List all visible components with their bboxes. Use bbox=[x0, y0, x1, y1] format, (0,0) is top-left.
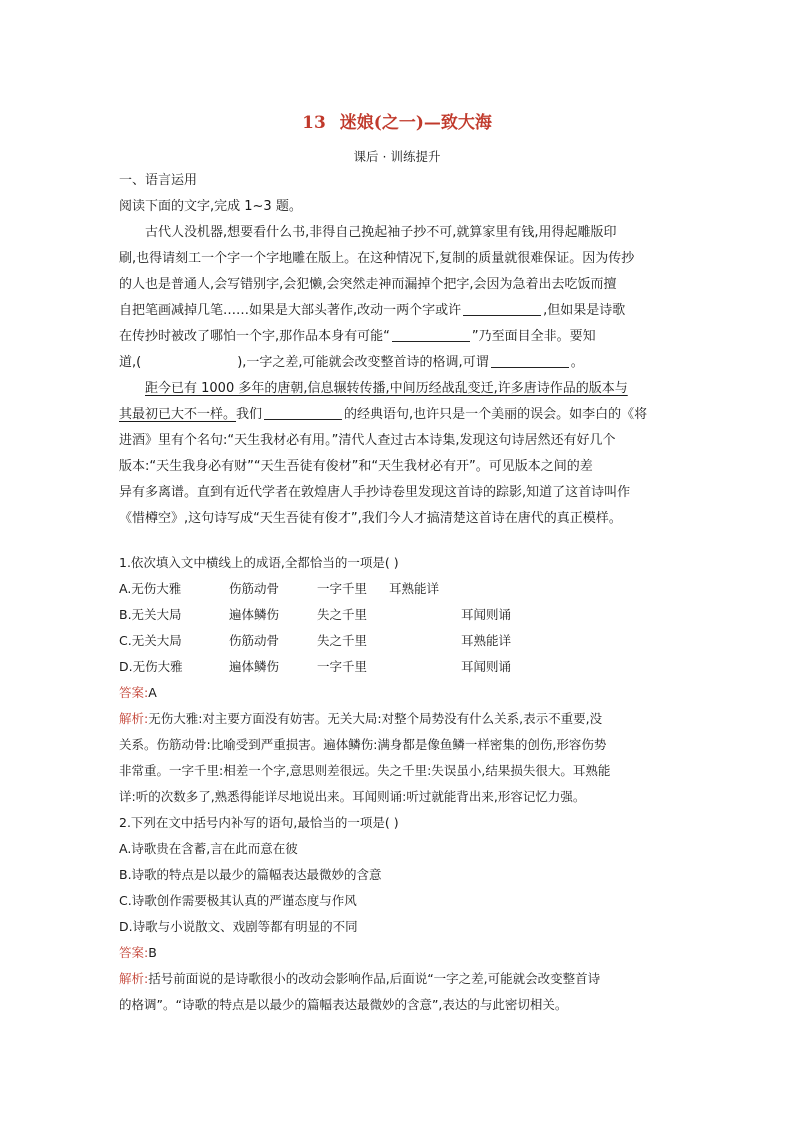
analysis-line: 详:听的次数多了,熟悉得能详尽地说出来。耳闻则诵:听过就能背出来,形容记忆力强。 bbox=[119, 789, 586, 804]
lesson-number: 13 bbox=[302, 113, 326, 133]
fill-blank bbox=[264, 405, 342, 420]
passage-text: ),一字之差,可能就会改变整首诗的格调,可谓 bbox=[237, 355, 489, 370]
option-text: 伤筋动骨 bbox=[229, 633, 280, 648]
analysis-line bbox=[119, 706, 679, 732]
option-d: D.诗歌与小说散文、戏剧等都有明显的不同 bbox=[119, 919, 358, 934]
answer-value: A bbox=[148, 685, 157, 700]
option-text: D.无伤大雅 bbox=[119, 659, 183, 674]
underlined-sentence: 距今已有 1000 多年的唐朝,信息辗转传播,中间历经战乱变迁,许多唐诗作品的版本与 bbox=[145, 381, 628, 396]
analysis-line: 的格调”。“诗歌的特点是以最少的篇幅表达最微妙的含意”,表达的与此密切相关。 bbox=[119, 997, 568, 1012]
option-text: 失之千里 bbox=[317, 607, 368, 622]
question-1 bbox=[119, 550, 679, 810]
instruction: 阅读下面的文字,完成 1~3 题。 bbox=[119, 199, 302, 214]
passage-line bbox=[119, 324, 679, 350]
option-c bbox=[119, 628, 679, 654]
option-text: B.无关大局 bbox=[119, 607, 182, 622]
option-text: C.无关大局 bbox=[119, 633, 182, 648]
question-stem: 1.依次填入文中横线上的成语,全都恰当的一项是( ) bbox=[119, 555, 399, 570]
option-text: 遍体鳞伤 bbox=[229, 659, 280, 674]
passage-line bbox=[119, 376, 679, 402]
option-a: A.诗歌贵在含蓄,言在此而意在彼 bbox=[119, 841, 298, 856]
passage-text: 自把笔画减掉几笔……如果是大部头著作,改动一两个字或许 bbox=[119, 303, 462, 318]
passage-line: 古代人没机器,想要看什么书,非得自己挽起袖子抄不可,就算家里有钱,用得起雕版印 bbox=[145, 225, 617, 240]
passage-line: 异有多离谱。直到有近代学者在敦煌唐人手抄诗卷里发现这首诗的踪影,知道了这首诗叫作 bbox=[119, 485, 631, 500]
passage bbox=[119, 220, 679, 532]
option-a bbox=[119, 576, 679, 602]
analysis-label: 解析: bbox=[119, 711, 149, 726]
option-text: 一字千里 bbox=[317, 581, 368, 596]
option-d bbox=[119, 654, 679, 680]
option-text: 伤筋动骨 bbox=[229, 581, 280, 596]
page-title bbox=[0, 108, 794, 133]
option-c: C.诗歌创作需要极其认真的严谨态度与作风 bbox=[119, 893, 357, 908]
passage-text: ,但如果是诗歌 bbox=[543, 303, 626, 318]
passage-line: 的人也是普通人,会写错别字,会犯懒,会突然走神而漏掉个把字,会因为急着出去吃饭而擅 bbox=[119, 277, 617, 292]
passage-text: ”乃至面目全非。要知 bbox=[471, 329, 596, 344]
passage-line: 进酒》里有个名句:“天生我材必有用。”清代人查过古本诗集,发现这句诗居然还有好几个 bbox=[119, 433, 616, 448]
option-text: 失之千里 bbox=[317, 633, 368, 648]
passage-text: 。 bbox=[570, 355, 584, 370]
underlined-sentence: 其最初已大不一样。 bbox=[119, 407, 237, 422]
question-stem: 2.下列在文中括号内补写的语句,最恰当的一项是( ) bbox=[119, 815, 399, 830]
fill-blank bbox=[491, 353, 569, 368]
answer bbox=[119, 940, 679, 966]
passage-line bbox=[119, 350, 679, 376]
analysis-label: 解析: bbox=[119, 971, 149, 986]
option-b bbox=[119, 602, 679, 628]
option-text: 遍体鳞伤 bbox=[229, 607, 280, 622]
passage-text: 道,( bbox=[119, 355, 142, 370]
option-text: 耳熟能详 bbox=[461, 633, 512, 648]
analysis-line: 非常重。一字千里:相差一个字,意思则差很远。失之千里:失误虽小,结果损失很大。耳熟能 bbox=[119, 763, 611, 778]
analysis-line: 关系。伤筋动骨:比喻受到严重损害。遍体鳞伤:满身都是像鱼鳞一样密集的创伤,形容伤势 bbox=[119, 737, 607, 752]
paren-blank bbox=[143, 354, 235, 368]
fill-blank bbox=[392, 327, 470, 342]
main-content bbox=[119, 168, 679, 1018]
passage-line: 《惜樽空》,这句诗写成“天生吾徒有俊才”,我们今人才搞清楚这首诗在唐代的真正模样。 bbox=[119, 511, 622, 526]
option-text: 耳熟能详 bbox=[389, 581, 440, 596]
answer bbox=[119, 680, 679, 706]
analysis-text: 无伤大雅:对主要方面没有妨害。无关大局:对整个局势没有什么关系,表示不重要,没 bbox=[148, 711, 603, 726]
passage-line bbox=[119, 298, 679, 324]
option-text: 耳闻则诵 bbox=[461, 659, 512, 674]
passage-text: 在传抄时被改了哪怕一个字,那作品本身有可能“ bbox=[119, 329, 390, 344]
passage-line bbox=[119, 402, 679, 428]
passage-text: 的经典语句,也许只是一个美丽的误会。如李白的《将 bbox=[344, 407, 648, 422]
analysis-line bbox=[119, 966, 679, 992]
section-heading: 一、语言运用 bbox=[119, 173, 198, 188]
passage-text: 我们 bbox=[236, 407, 263, 422]
answer-value: B bbox=[148, 945, 157, 960]
lesson-title: 迷娘(之一)—致大海 bbox=[339, 113, 492, 133]
page-subtitle: 课后 · 训练提升 bbox=[353, 149, 441, 164]
passage-line: 刷,也得请刻工一个字一个字地雕在版上。在这种情况下,复制的质量就很难保证。因为传抄 bbox=[119, 251, 635, 266]
option-b: B.诗歌的特点是以最少的篇幅表达最微妙的含意 bbox=[119, 867, 382, 882]
fill-blank bbox=[463, 301, 541, 316]
analysis-text: 括号前面说的是诗歌很小的改动会影响作品,后面说“一字之差,可能就会改变整首诗 bbox=[148, 971, 601, 986]
passage-line: 版本:“天生我身必有财”“天生吾徒有俊材”和“天生我材必有开”。可见版本之间的差 bbox=[119, 459, 593, 474]
option-text: 一字千里 bbox=[317, 659, 368, 674]
option-text: A.无伤大雅 bbox=[119, 581, 182, 596]
question-2 bbox=[119, 810, 679, 1018]
answer-label: 答案: bbox=[119, 685, 149, 700]
answer-label: 答案: bbox=[119, 945, 149, 960]
option-text: 耳闻则诵 bbox=[461, 607, 512, 622]
